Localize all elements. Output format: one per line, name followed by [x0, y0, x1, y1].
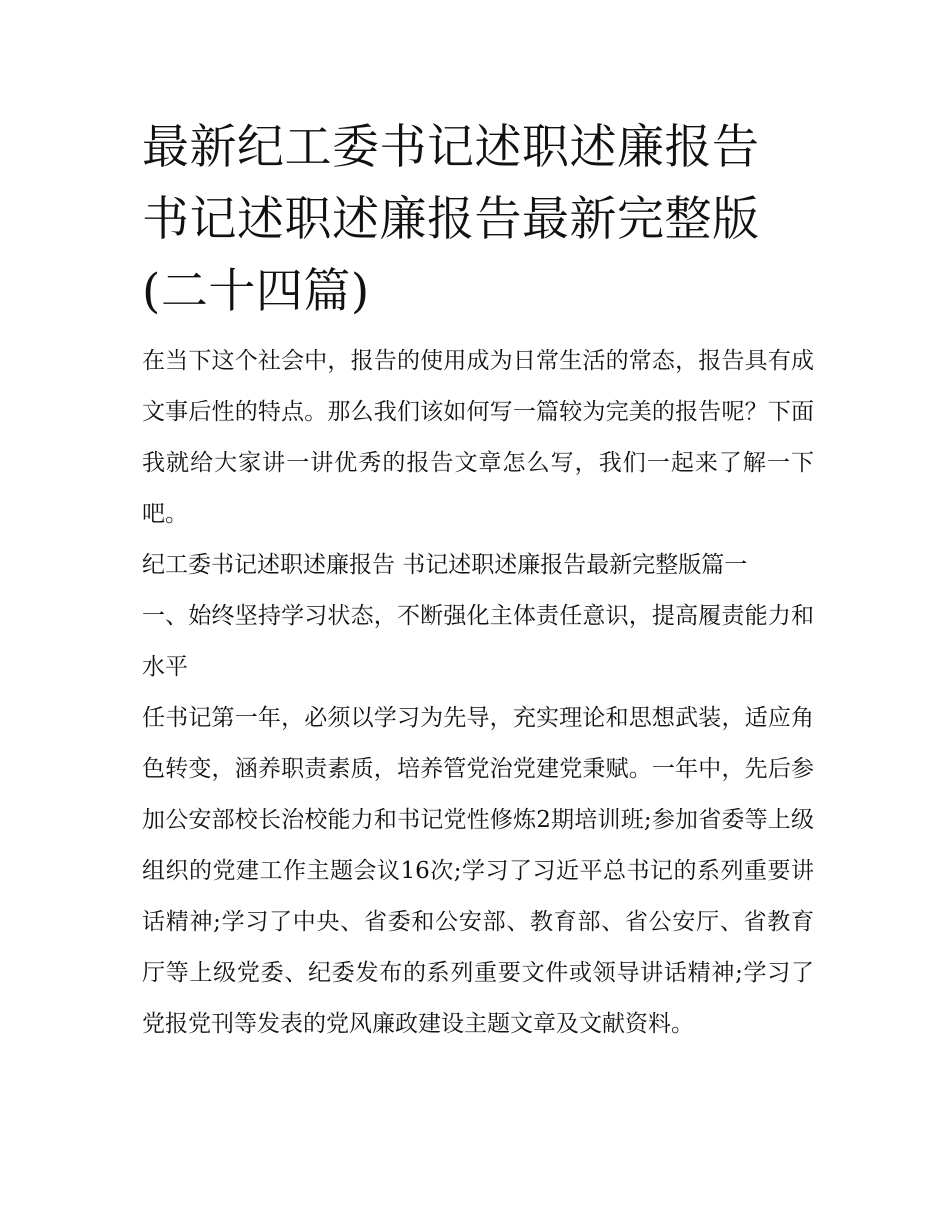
- body-paragraph: 任书记第一年，必须以学习为先导，充实理论和思想武装，适应角色转变，涵养职责素质，培养管党治党建党秉赋。一年中，先后参加公安部校长治校能力和书记党性修炼2期培训班;参加省委等上级组织的党建工作主题会议16次;学习了习近平总书记的系列重要讲话精神;学习了中央、省委和公安部、教育部、省公安厅、省教育厅等上级党委、纪委发布的系列重要文件或领导讲话精神;学习了党报党刊等发表的党风廉政建设主题文章及文献资料。: [142, 705, 814, 1037]
- document-title: 最新纪工委书记述职述廉报告 书记述职述廉报告最新完整版(二十四篇): [142, 120, 760, 319]
- intro-paragraph: 在当下这个社会中，报告的使用成为日常生活的常态，报告具有成文事后性的特点。那么我们该如何写一篇较为完美的报告呢？下面我就给大家讲一讲优秀的报告文章怎么写，我们一起来了解一下吧。: [142, 348, 814, 527]
- document-page: [142, 112, 814, 1050]
- subsection-heading: 一、始终坚持学习状态，不断强化主体责任意识，提高履责能力和水平: [142, 603, 814, 680]
- section-heading: 纪工委书记述职述廉报告 书记述职述廉报告最新完整版篇一: [142, 552, 748, 578]
